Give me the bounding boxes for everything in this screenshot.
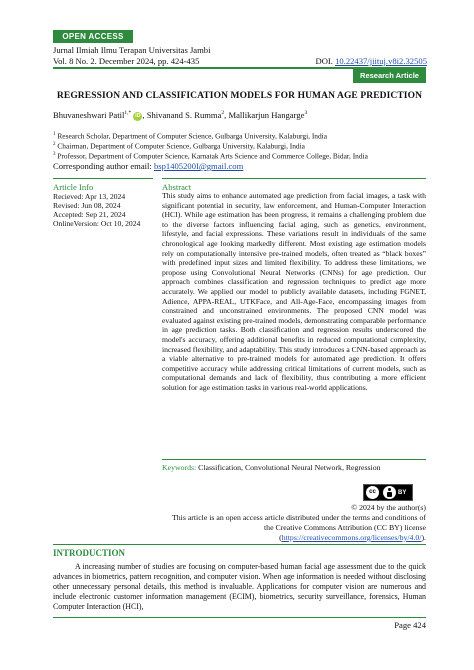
abstract-heading: Abstract xyxy=(162,182,192,192)
license-statement: This article is an open access article distributed under the terms and conditions of the Creative Commons Attribution (CC BY) license xyxy=(172,513,426,532)
article-info-rule xyxy=(53,178,153,179)
author-sep: , xyxy=(142,110,147,120)
author-sup: 3 xyxy=(304,110,308,117)
author-name: Bhuvaneshwari Patil xyxy=(53,110,125,120)
doi xyxy=(316,56,428,66)
cc-icon: cc xyxy=(366,486,379,499)
open-access-badge: OPEN ACCESS xyxy=(53,30,133,43)
doi-prefix: DOI. xyxy=(315,56,336,66)
article-info-heading: Article Info xyxy=(53,182,94,192)
page-label: Page xyxy=(394,620,411,630)
license-link-close: ). xyxy=(421,533,426,542)
article-date: Revised: Jun 08, 2024 xyxy=(53,201,121,210)
corresponding-label: Corresponding author email: xyxy=(53,161,154,171)
copyright-line: © 2024 by the author(s) xyxy=(351,503,426,512)
paper-title: REGRESSION AND CLASSIFICATION MODELS FOR HUMAN AGE PREDICTION xyxy=(56,91,423,101)
page-number-value: 424 xyxy=(413,620,426,630)
author-name: Shivanand S. Rumma xyxy=(146,110,222,120)
author-sup: 2 xyxy=(221,110,225,117)
corresponding-email[interactable]: bsp1405200I@gmail.com xyxy=(153,161,244,171)
orcid-icon[interactable]: iD xyxy=(135,112,141,119)
article-date: Recieved: Apr 13, 2024 xyxy=(53,192,126,201)
abstract-rule xyxy=(162,178,426,179)
author-sup: 1,* xyxy=(124,110,132,117)
affiliation-sup: 1 xyxy=(53,132,56,137)
introduction-text: A increasing number of studies are focusing on computer-based human facial age assessment due to the quick advances in biometrics, pattern recognition, and computer vision. When age information is needed without disclosing other unnecessary personal details, this method is invaluable. Applications for computer vision are numerous and include electronic customer information management (ECIM), biometrics, security surveillance, forensics, Human Computer Interaction (HCI), xyxy=(53,562,426,611)
journal-name: Jurnal Ilmiah Ilmu Terapan Universitas Jambi xyxy=(53,45,211,55)
article-date: Accepted: Sep 21, 2024 xyxy=(53,210,126,219)
article-type-badge: Research Article xyxy=(353,69,426,83)
article-date: OnlineVersion: Oct 10, 2024 xyxy=(53,219,141,228)
page-number xyxy=(394,620,426,630)
license-link-open: ( xyxy=(279,533,282,542)
affiliation-text: Research Scholar, Department of Computer Science, Gulbarga University, Kalaburgi, India xyxy=(57,131,328,141)
author-sep: , xyxy=(224,110,229,120)
abstract-text: This study aims to enhance automated age prediction from facial images, a task with significant potential in security, law enforcement, and Human-Computer Interaction (HCI). While age estimation has been progress, it remains a challenging problem due to the diverse factors influencing facial aging, such as genetics, environment, lifestyle, and facial expressions. These variations result in individuals of the same chronological age looking markedly different. Most existing age estimation models rely on computationally intensive pre-trained models, often treated as “black boxes” with predefined input sizes and limited flexibility. To address these limitations, we propose using Convolutional Neural Networks (CNNs) for age prediction. Our approach combines classification and regression techniques to predict age more accurately. We applied our model to publicly available datasets, including FGNET, Adience, APPA-REAL, UTKFace, and All-Age-Face, encompassing images from constrained and unconstrained environments. The proposed CNN model was evaluated against existing pre-trained models, demonstrating comparable performance in age prediction tasks. Both classification and regression results underscored the model's accuracy, offering additional benefits in reduced computational complexity, increased flexibility, and adaptability. This study introduces a CNN-based approach as a viable alternative to pre-trained models for automated age prediction. It offers competitive accuracy while addressing critical limitations of current models, such as computational demands and lack of flexibility, thus contributing a more efficient solution for age estimation tasks in various real-world applications. xyxy=(162,191,426,392)
keywords-label: Keywords: xyxy=(162,463,199,472)
author-list xyxy=(53,110,307,121)
keywords-rule xyxy=(162,459,426,460)
affiliation-sup: 2 xyxy=(53,142,56,147)
keywords-text: Classification, Convolutional Neural Network, Regression xyxy=(198,463,381,472)
corresponding-author xyxy=(53,161,243,171)
keywords xyxy=(162,463,426,472)
license-link[interactable]: https://creativecommons.org/licenses/by/4.0/ xyxy=(281,533,422,542)
doi-link[interactable]: 10.22437/jiituj.v8i2.32505 xyxy=(335,56,427,66)
attribution-icon xyxy=(383,486,396,499)
footer-rule xyxy=(53,617,426,618)
introduction-heading: INTRODUCTION xyxy=(53,548,126,558)
license-block xyxy=(162,503,426,543)
affiliation xyxy=(53,130,327,140)
author-name: Mallikarjun Hangarge xyxy=(228,110,305,120)
affiliation-sup: 3 xyxy=(53,152,56,157)
affiliation xyxy=(53,150,368,160)
affiliation-text: Chairman, Department of Computer Science, Gulbarga University, Kalaburgi, India xyxy=(57,141,305,151)
volume-info: Vol. 8 No. 2. December 2024, pp. 424-435 xyxy=(53,56,200,66)
affiliation-text: Professor, Department of Computer Science, Karnatak Arts Science and Commerce College, Bidar, India xyxy=(57,151,368,161)
cc-by-badge[interactable] xyxy=(363,484,413,501)
section-rule xyxy=(53,544,426,545)
cc-by-label: BY xyxy=(398,490,407,496)
affiliation xyxy=(53,140,305,150)
license-link-line xyxy=(162,533,426,543)
